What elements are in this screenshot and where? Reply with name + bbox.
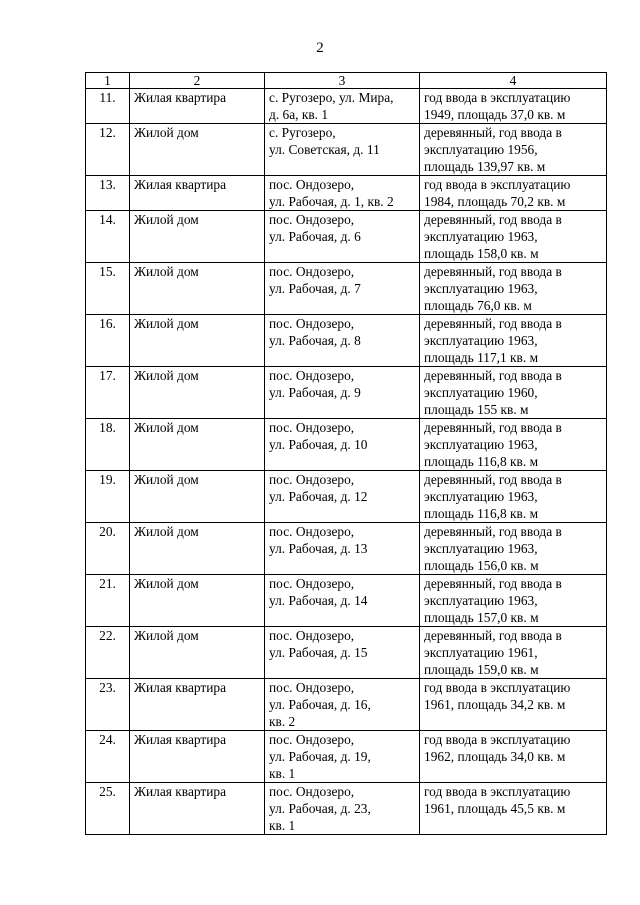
header-cell-details: 4 (420, 73, 607, 89)
details-cell: деревянный, год ввода в эксплуатацию 1963, площадь 158,0 кв. м (420, 211, 607, 263)
details-cell: деревянный, год ввода в эксплуатацию 1963, площадь 156,0 кв. м (420, 523, 607, 575)
row-number-cell: 12. (86, 124, 130, 176)
row-number-cell: 18. (86, 419, 130, 471)
table-row (86, 627, 607, 679)
table-row (86, 89, 607, 124)
property-type-cell: Жилой дом (130, 575, 265, 627)
property-type-cell: Жилая квартира (130, 731, 265, 783)
table-row (86, 731, 607, 783)
property-type-cell: Жилой дом (130, 124, 265, 176)
details-cell: деревянный, год ввода в эксплуатацию 1963, площадь 157,0 кв. м (420, 575, 607, 627)
table-row (86, 176, 607, 211)
address-cell: пос. Ондозеро, ул. Рабочая, д. 9 (265, 367, 420, 419)
property-type-cell: Жилой дом (130, 419, 265, 471)
table-row (86, 211, 607, 263)
property-table (85, 72, 607, 835)
table-row (86, 575, 607, 627)
address-cell: пос. Ондозеро, ул. Рабочая, д. 8 (265, 315, 420, 367)
table-row (86, 124, 607, 176)
property-type-cell: Жилой дом (130, 367, 265, 419)
table-row (86, 679, 607, 731)
row-number-cell: 24. (86, 731, 130, 783)
header-cell-address: 3 (265, 73, 420, 89)
table-row (86, 419, 607, 471)
property-type-cell: Жилая квартира (130, 176, 265, 211)
address-cell: пос. Ондозеро, ул. Рабочая, д. 15 (265, 627, 420, 679)
details-cell: деревянный, год ввода в эксплуатацию 1961, площадь 159,0 кв. м (420, 627, 607, 679)
table-header-row (86, 73, 607, 89)
address-cell: с. Ругозеро, ул. Советская, д. 11 (265, 124, 420, 176)
table-row (86, 523, 607, 575)
header-cell-number: 1 (86, 73, 130, 89)
row-number-cell: 13. (86, 176, 130, 211)
row-number-cell: 25. (86, 783, 130, 835)
address-cell: пос. Ондозеро, ул. Рабочая, д. 6 (265, 211, 420, 263)
table-row (86, 263, 607, 315)
row-number-cell: 17. (86, 367, 130, 419)
address-cell: пос. Ондозеро, ул. Рабочая, д. 1, кв. 2 (265, 176, 420, 211)
row-number-cell: 15. (86, 263, 130, 315)
details-cell: год ввода в эксплуатацию 1961, площадь 34,2 кв. м (420, 679, 607, 731)
details-cell: деревянный, год ввода в эксплуатацию 1963, площадь 116,8 кв. м (420, 419, 607, 471)
property-type-cell: Жилой дом (130, 471, 265, 523)
row-number-cell: 22. (86, 627, 130, 679)
row-number-cell: 11. (86, 89, 130, 124)
row-number-cell: 23. (86, 679, 130, 731)
details-cell: деревянный, год ввода в эксплуатацию 1963, площадь 76,0 кв. м (420, 263, 607, 315)
address-cell: с. Ругозеро, ул. Мира, д. 6а, кв. 1 (265, 89, 420, 124)
property-type-cell: Жилой дом (130, 315, 265, 367)
header-cell-type: 2 (130, 73, 265, 89)
property-type-cell: Жилая квартира (130, 783, 265, 835)
row-number-cell: 14. (86, 211, 130, 263)
address-cell: пос. Ондозеро, ул. Рабочая, д. 7 (265, 263, 420, 315)
details-cell: год ввода в эксплуатацию 1949, площадь 37,0 кв. м (420, 89, 607, 124)
address-cell: пос. Ондозеро, ул. Рабочая, д. 14 (265, 575, 420, 627)
details-cell: деревянный, год ввода в эксплуатацию 1956, площадь 139,97 кв. м (420, 124, 607, 176)
table-row (86, 783, 607, 835)
details-cell: год ввода в эксплуатацию 1962, площадь 34,0 кв. м (420, 731, 607, 783)
details-cell: деревянный, год ввода в эксплуатацию 1963, площадь 116,8 кв. м (420, 471, 607, 523)
property-type-cell: Жилой дом (130, 523, 265, 575)
details-cell: год ввода в эксплуатацию 1984, площадь 70,2 кв. м (420, 176, 607, 211)
row-number-cell: 20. (86, 523, 130, 575)
property-type-cell: Жилой дом (130, 211, 265, 263)
address-cell: пос. Ондозеро, ул. Рабочая, д. 23, кв. 1 (265, 783, 420, 835)
row-number-cell: 16. (86, 315, 130, 367)
table-body (86, 73, 607, 835)
address-cell: пос. Ондозеро, ул. Рабочая, д. 16, кв. 2 (265, 679, 420, 731)
details-cell: деревянный, год ввода в эксплуатацию 1960, площадь 155 кв. м (420, 367, 607, 419)
table-row (86, 471, 607, 523)
table-row (86, 315, 607, 367)
property-type-cell: Жилая квартира (130, 89, 265, 124)
address-cell: пос. Ондозеро, ул. Рабочая, д. 10 (265, 419, 420, 471)
property-type-cell: Жилой дом (130, 263, 265, 315)
page-number: 2 (316, 40, 324, 56)
address-cell: пос. Ондозеро, ул. Рабочая, д. 19, кв. 1 (265, 731, 420, 783)
property-type-cell: Жилой дом (130, 627, 265, 679)
address-cell: пос. Ондозеро, ул. Рабочая, д. 12 (265, 471, 420, 523)
row-number-cell: 21. (86, 575, 130, 627)
details-cell: год ввода в эксплуатацию 1961, площадь 45,5 кв. м (420, 783, 607, 835)
details-cell: деревянный, год ввода в эксплуатацию 1963, площадь 117,1 кв. м (420, 315, 607, 367)
row-number-cell: 19. (86, 471, 130, 523)
address-cell: пос. Ондозеро, ул. Рабочая, д. 13 (265, 523, 420, 575)
property-type-cell: Жилая квартира (130, 679, 265, 731)
table-row (86, 367, 607, 419)
